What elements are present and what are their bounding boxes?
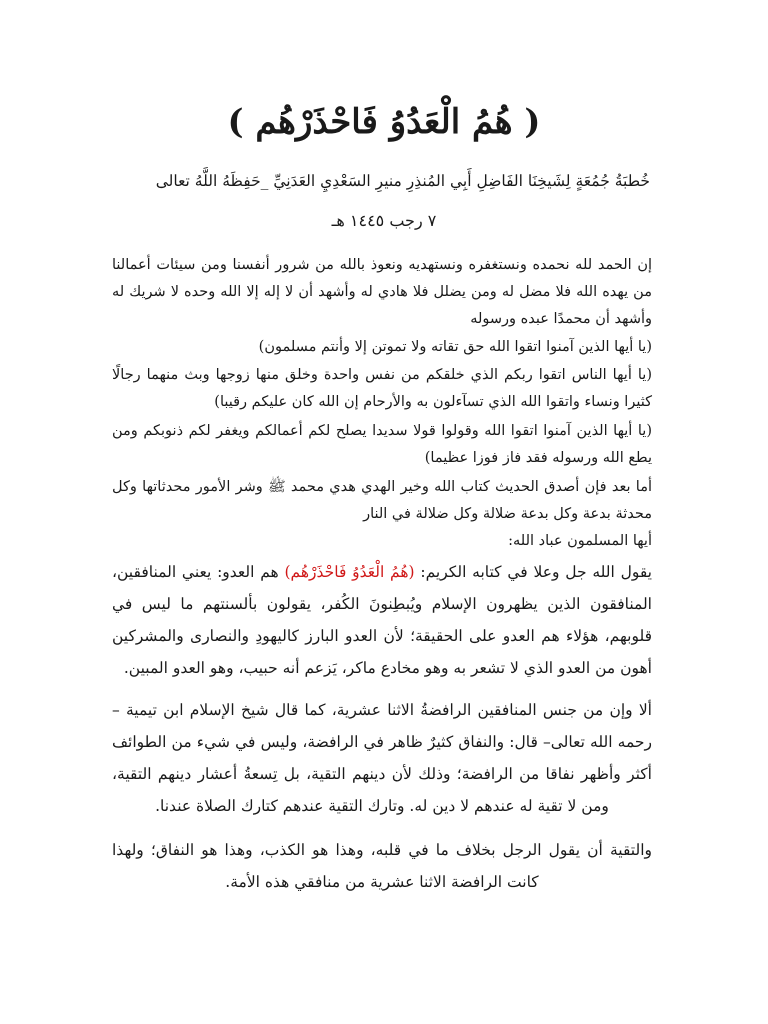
paragraph-rafidah: ألا وإن من جنس المنافقين الرافضةُ الاثنا عشرية، كما قال شيخ الإسلام ابن تيمية –رحمه الله تعالى– قال: والنفاق كثيرٌ ظاهر في الرافضة، وليس في شيء من الطوائف أكثر وأظهر نفاقا من الرافضة؛ وذلك لأن دينهم التقية، بل تِسعةُ أعشار دينهم التقية، ومن لا تقية له عندهم لا دين له. وتارك التقية عندهم كتارك الصلاة عندنا.	[112, 701, 652, 815]
amma-baad-paragraph: أما بعد فإن أصدق الحديث كتاب الله وخير الهدي هدي محمد ﷺ وشر الأمور محدثاتها وكل محدثة بدعة وكل بدعة ضلالة وكل ضلالة في النار	[112, 479, 652, 522]
paragraph-hypocrites-body: هم العدو: يعني المنافقين، المنافقون الذين يظهرون الإسلام ويُبطِنونَ الكُفر، يقولون بألسنتهم ما ليس في قلوبهم، هؤلاء هم العدو على الحقيقة؛ لأن العدو البارز كاليهودِ والنصارى والمشركين أهون من العدو الذي لا تشعر به وهو مخادع ماكر، يَزعم أنه حبيب، وهو العدو المبين.	[112, 563, 652, 677]
page-title: ( هُمُ الْعَدُوُ فَاحْذَرْهُم )	[227, 102, 541, 142]
highlighted-verse: (هُمُ الْعَدُوُ فَاحْذَرْهُم)	[284, 563, 415, 581]
address-line: أيها المسلمون عباد الله:	[508, 533, 652, 549]
paragraph-taqiyyah: والتقية أن يقول الرجل بخلاف ما في قلبه، وهذا هو الكذب، وهذا هو النفاق؛ ولهذا كانت الرافضة الاثنا عشرية من منافقي هذه الأمة.	[112, 841, 652, 891]
paragraph-hypocrites-intro: يقول الله جل وعلا في كتابه الكريم:	[414, 563, 652, 581]
paragraph-hypocrites	[112, 556, 652, 684]
sermon-attribution: خُطبَةُ جُمُعَةٍ لِشَيخِنَا الفَاضِلِ أَبِي المُنذِرِ منيرِ السَعْدِيِ العَدَنِيِّ _حَفِظَهُ اللَّهُ تعالى	[155, 172, 650, 190]
sermon-date: ٧ رجب ١٤٤٥ هـ	[331, 211, 437, 230]
quran-verse-1: (يا أيها الذين آمنوا اتقوا الله حق تقاته ولا تموتن إلا وأنتم مسلمون)	[258, 339, 652, 355]
quran-verse-2: (يا أيها الناس اتقوا ربكم الذي خلقكم من نفس واحدة وخلق منها زوجها وبث منهما رجالًا كثيرا ونساء واتقوا الله الذي تسآءلون به والأرحام إن الله كان عليكم رقيبا)	[112, 367, 652, 410]
quran-verse-3: (يا أيها الذين آمنوا اتقوا الله وقولوا قولا سديدا يصلح لكم أعمالكم ويغفر لكم ذنوبكم ومن يطع الله ورسوله فقد فاز فوزا عظيما)	[112, 423, 652, 466]
opening-praise: إن الحمد لله نحمده ونستغفره ونستهديه ونعوذ بالله من شرور أنفسنا ومن سيئات أعمالنا من يهده الله فلا مضل له ومن يضلل فلا هادي له وأشهد أن لا إله إلا الله وحده لا شريك له وأشهد أن محمدًا عبده ورسوله	[112, 257, 652, 327]
